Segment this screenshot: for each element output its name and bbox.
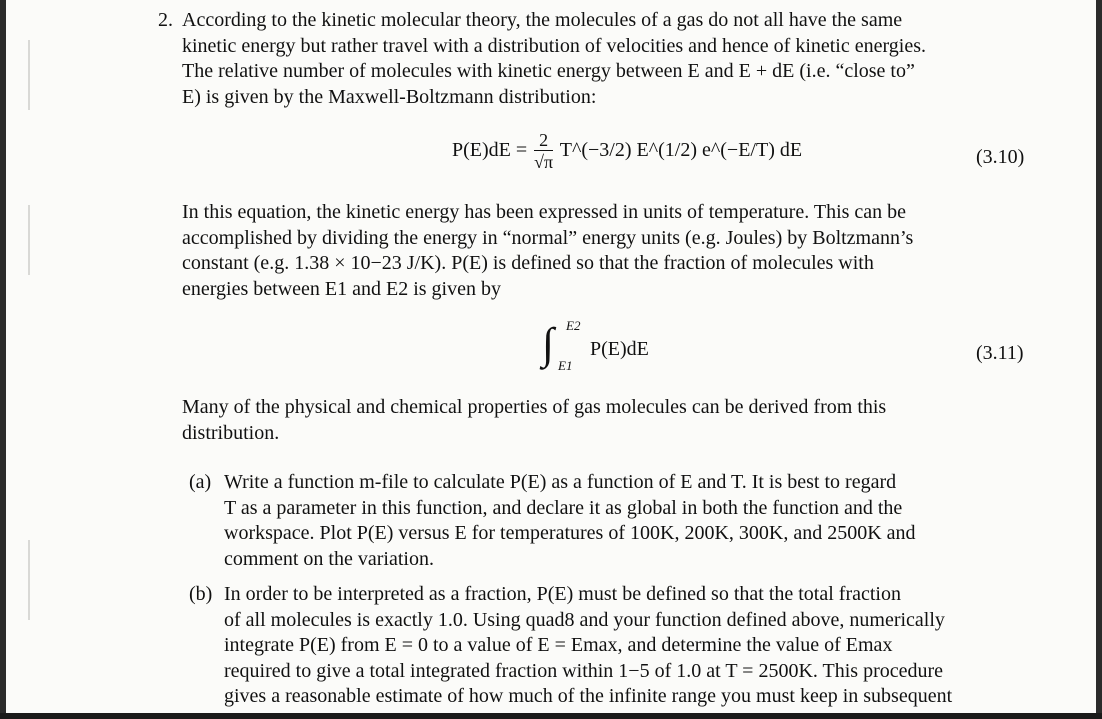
margin-marks xyxy=(20,0,50,713)
intro-line-1: According to the kinetic molecular theory, the molecules of a gas do not all have the same xyxy=(182,9,903,31)
intro-line-3: The relative number of molecules with kinetic energy between E and E + dE (i.e. “close to” xyxy=(182,60,915,82)
equation-3-10 xyxy=(452,130,802,173)
middle-line-1: In this equation, the kinetic energy has been expressed in units of temperature. This can be xyxy=(182,201,907,223)
middle-line-3: constant (e.g. 1.38 × 10−23 J/K). P(E) is defined so that the fraction of molecules with xyxy=(182,252,874,274)
part-b-line-1: In order to be interpreted as a fraction, P(E) must be defined so that the total fraction xyxy=(224,583,901,605)
part-b-line-5: gives a reasonable estimate of how much of the infinite range you must keep in subsequent xyxy=(224,685,953,707)
part-a-label: (a) xyxy=(189,471,212,493)
integrand: P(E)dE xyxy=(590,338,649,360)
part-a-line-1: Write a function m-file to calculate P(E) as a function of E and T. It is best to regard xyxy=(224,471,897,493)
eq1-lhs: P(E)dE = xyxy=(452,139,528,162)
after-line-1: Many of the physical and chemical properties of gas molecules can be derived from this xyxy=(182,396,887,418)
integral-sign: ∫ xyxy=(542,319,555,368)
margin-mark xyxy=(28,205,30,275)
part-a-text xyxy=(224,470,1028,572)
margin-mark xyxy=(28,540,30,620)
eq1-frac-num: 2 xyxy=(534,130,553,151)
middle-line-2: accomplished by dividing the energy in “normal” energy units (e.g. Joules) by Boltzmann’s xyxy=(182,226,914,249)
margin-mark xyxy=(28,40,30,110)
document-page xyxy=(6,0,1096,713)
eq1-fraction xyxy=(534,130,553,173)
part-a-line-3: workspace. Plot P(E) versus E for temperatures of 100K, 200K, 300K, and 2500K and xyxy=(224,522,916,544)
problem-number: 2. xyxy=(158,9,173,31)
eq1-frac-den: √π xyxy=(534,152,554,172)
part-b-text xyxy=(224,582,1028,710)
part-b-line-3: integrate P(E) from E = 0 to a value of E = Emax, and determine the value of Emax xyxy=(224,634,893,656)
middle-line-4: energies between E1 and E2 is given by xyxy=(182,277,501,300)
window-bottom-edge xyxy=(0,713,1102,719)
intro-paragraph xyxy=(182,8,1028,110)
part-b-line-4: required to give a total integrated fraction within 1−5 of 1.0 at T = 2500K. This procedure xyxy=(224,659,944,682)
middle-paragraph xyxy=(182,200,1028,302)
part-b-line-2: of all molecules is exactly 1.0. Using quad8 and your function defined above, numerically xyxy=(224,608,945,631)
after-paragraph xyxy=(182,395,1028,446)
part-a-line-2: T as a parameter in this function, and declare it as global in both the function and the xyxy=(224,496,903,519)
integral-lower-limit: E1 xyxy=(558,358,573,373)
eq1-rhs: T^(−3/2) E^(1/2) e^(−E/T) dE xyxy=(559,139,803,162)
intro-line-4: E) is given by the Maxwell-Boltzmann distribution: xyxy=(182,85,597,108)
intro-line-2: kinetic energy but rather travel with a distribution of velocities and hence of kinetic energies. xyxy=(182,34,927,57)
equation-number-3-10: (3.10) xyxy=(976,146,1025,168)
after-line-2: distribution. xyxy=(182,421,280,444)
equation-number-3-11: (3.11) xyxy=(976,342,1024,364)
part-b-label: (b) xyxy=(189,583,213,605)
integral-upper-limit: E2 xyxy=(566,318,581,333)
part-a-line-4: comment on the variation. xyxy=(224,547,434,570)
